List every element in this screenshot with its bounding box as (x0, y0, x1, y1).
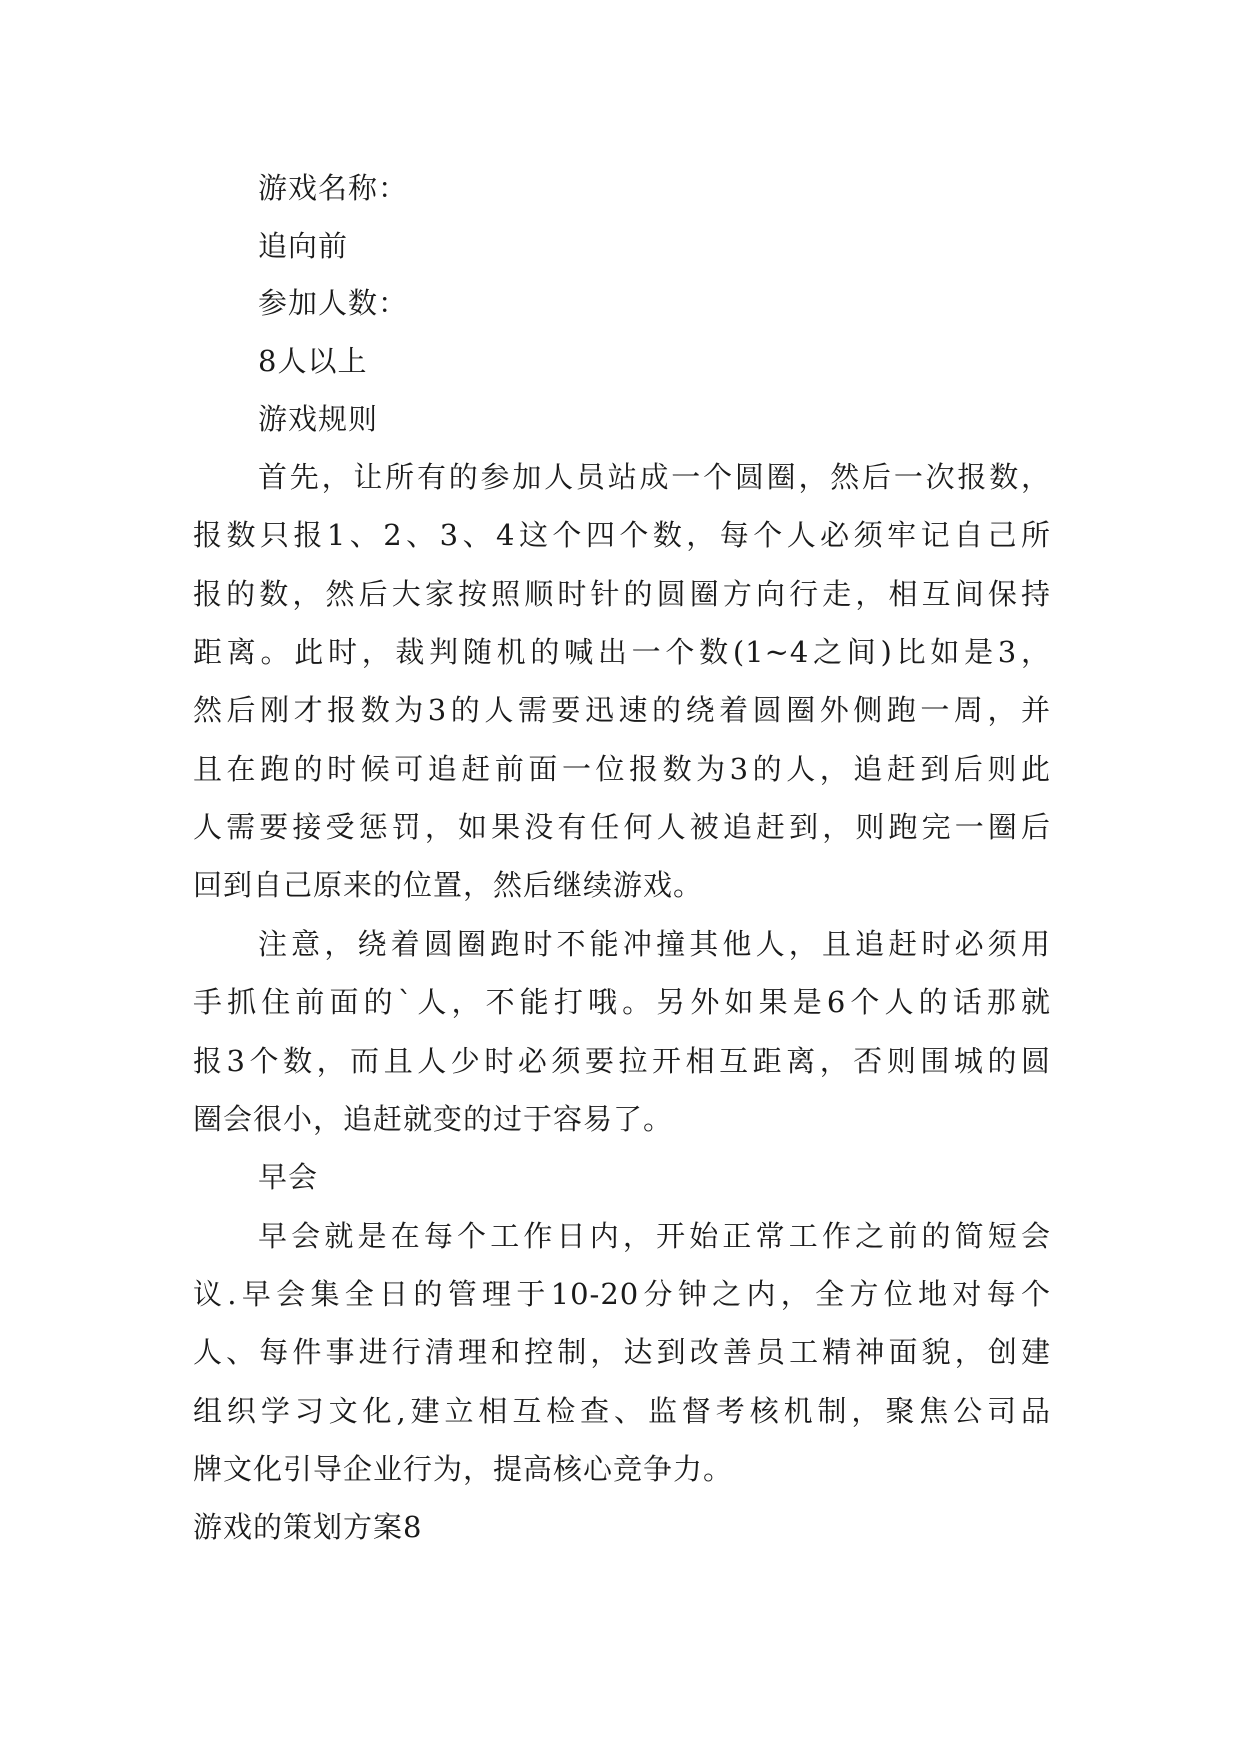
meeting-paragraph-line: 人、每件事进行清理和控制，达到改善员工精神面貌，创建 (193, 1335, 1051, 1369)
rules-paragraph-line: 然后刚才报数为3的人需要迅速的绕着圆圈外侧跑一周，并 (193, 693, 1051, 727)
meeting-paragraph-line: 牌文化引导企业行为，提高核心竞争力。 (193, 1452, 734, 1486)
section-title: 游戏的策划方案8 (193, 1510, 423, 1544)
meeting-paragraph-line: 议.早会集全日的管理于10-20分钟之内，全方位地对每个 (193, 1277, 1051, 1311)
note-paragraph-line: 手抓住前面的`人，不能打哦。另外如果是6个人的话那就 (193, 985, 1051, 1019)
note-paragraph-line: 注意，绕着圆圈跑时不能冲撞其他人，且追赶时必须用 (258, 927, 1051, 961)
rules-paragraph-line: 距离。此时，裁判随机的喊出一个数(1~4之间)比如是3， (193, 635, 1051, 669)
rules-paragraph-line: 报的数，然后大家按照顺时针的圆圈方向行走，相互间保持 (193, 577, 1051, 611)
morning-meeting-heading: 早会 (258, 1160, 319, 1194)
game-name-value: 追向前 (258, 229, 349, 263)
meeting-paragraph-line: 组织学习文化,建立相互检查、监督考核机制，聚焦公司品 (193, 1394, 1051, 1428)
rules-paragraph-line: 首先，让所有的参加人员站成一个圆圈，然后一次报数， (258, 460, 1051, 494)
rules-paragraph-line: 人需要接受惩罚，如果没有任何人被追赶到，则跑完一圈后 (193, 810, 1051, 844)
rules-paragraph-line: 回到自己原来的位置，然后继续游戏。 (193, 868, 704, 902)
participants-value: 8人以上 (258, 344, 368, 378)
game-name-label: 游戏名称： (258, 171, 409, 205)
participants-label: 参加人数： (258, 286, 409, 320)
rules-paragraph-line: 报数只报1、2、3、4这个四个数，每个人必须牢记自己所 (193, 518, 1051, 552)
rules-heading: 游戏规则 (258, 402, 379, 436)
note-paragraph-line: 圈会很小，追赶就变的过于容易了。 (193, 1102, 674, 1136)
meeting-paragraph-line: 早会就是在每个工作日内，开始正常工作之前的简短会 (258, 1219, 1051, 1253)
rules-paragraph-line: 且在跑的时候可追赶前面一位报数为3的人，追赶到后则此 (193, 752, 1051, 786)
note-paragraph-line: 报3个数，而且人少时必须要拉开相互距离，否则围城的圆 (193, 1044, 1051, 1078)
